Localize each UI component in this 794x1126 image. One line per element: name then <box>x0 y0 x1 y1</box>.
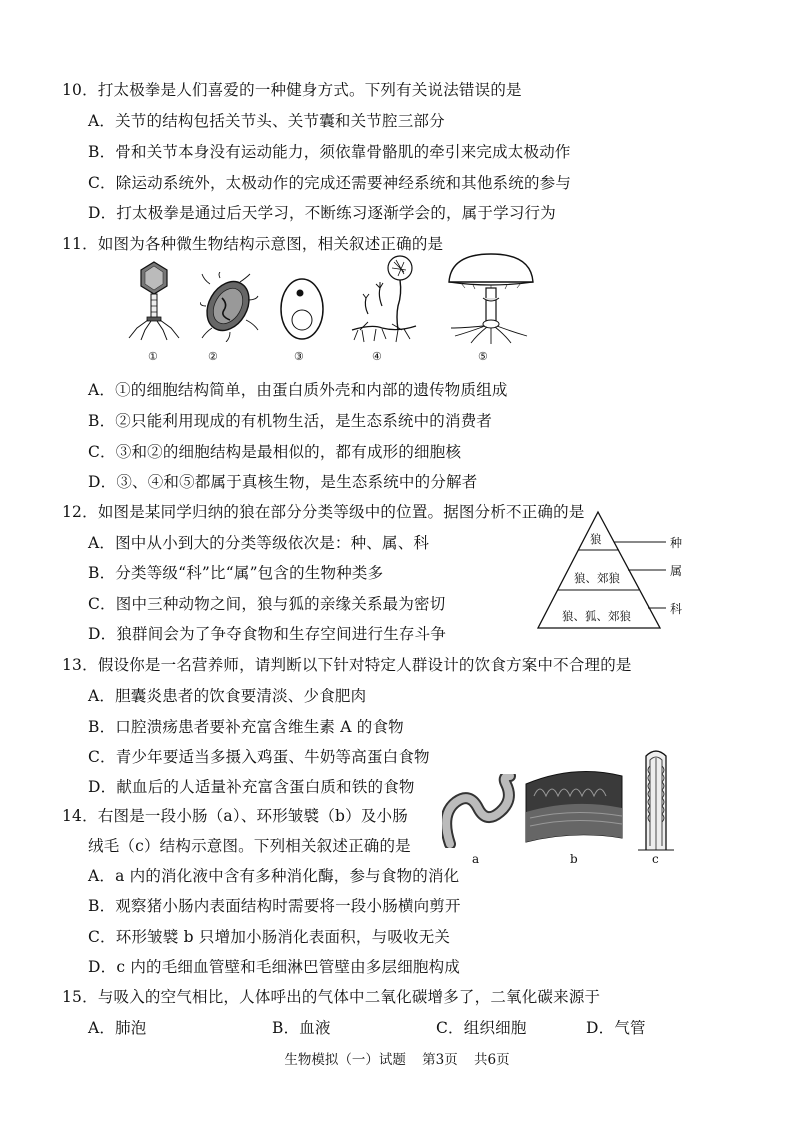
figure-label-3: ③ <box>294 350 304 363</box>
q12-option-d: D．狼群间会为了争夺食物和生存空间进行生存斗争 <box>88 625 447 643</box>
q15-option-d: D．气管 <box>586 1019 646 1037</box>
q15-option-c: C．组织细胞 <box>436 1019 527 1037</box>
figure-label-b: b <box>570 852 578 866</box>
figure-label-c: c <box>652 852 659 866</box>
mushroom-illustration <box>443 252 539 348</box>
q13-option-a: A．胆囊炎患者的饮食要清淡、少食肥肉 <box>88 687 367 705</box>
q14-option-d: D．c 内的毛细血管壁和毛细淋巴管壁由多层细胞构成 <box>88 958 461 976</box>
figure-label-5: ⑤ <box>478 350 488 363</box>
bacteriophage-illustration <box>123 260 185 342</box>
mold-illustration <box>348 252 420 348</box>
figure-label-4: ④ <box>372 350 382 363</box>
q12-option-b: B．分类等级“科”比“属”包含的生物种类多 <box>88 564 384 582</box>
figure-label-a: a <box>472 852 480 866</box>
q13-option-d: D．献血后的人适量补充富含蛋白质和铁的食物 <box>88 778 415 796</box>
q14-stem-line2: 绒毛（c）结构示意图。下列相关叙述正确的是 <box>88 837 411 855</box>
q11-option-a: A．①的细胞结构简单，由蛋白质外壳和内部的遗传物质组成 <box>88 381 508 399</box>
q15-option-b: B．血液 <box>272 1019 331 1037</box>
q10-option-b: B．骨和关节本身没有运动能力，须依靠骨骼肌的牵引来完成太极动作 <box>88 143 571 161</box>
footer-title: 生物模拟（一）试题 <box>284 1052 406 1068</box>
q11-option-c: C．③和②的细胞结构是最相似的，都有成形的细胞核 <box>88 443 462 461</box>
q13-option-c: C．青少年要适当多摄入鸡蛋、牛奶等高蛋白食物 <box>88 748 430 766</box>
q14-option-a: A．a 内的消化液中含有多种消化酶，参与食物的消化 <box>88 867 460 885</box>
pyramid-rank-family: 科 <box>670 602 683 616</box>
pyramid-tier-species: 狼 <box>590 532 602 546</box>
q15-stem: 15．与吸入的空气相比，人体呼出的气体中二氧化碳增多了，二氧化碳来源于 <box>62 988 601 1006</box>
microorganism-figure <box>118 252 548 370</box>
q14-stem-line1: 14．右图是一段小肠（a）、环形皱襞（b）及小肠 <box>62 807 408 825</box>
figure-label-2: ② <box>208 350 218 363</box>
q10-stem: 10．打太极拳是人们喜爱的一种健身方式。下列有关说法错误的是 <box>62 81 522 99</box>
figure-label-1: ① <box>148 350 158 363</box>
footer-total-pages: 共6页 <box>474 1052 510 1068</box>
q12-option-a: A．图中从小到大的分类等级依次是：种、属、科 <box>88 534 430 552</box>
q11-option-b: B．②只能利用现成的有机物生活，是生态系统中的消费者 <box>88 412 493 430</box>
pyramid-rank-genus: 属 <box>670 564 683 578</box>
q15-option-a: A．肺泡 <box>88 1019 147 1037</box>
q14-option-b: B．观察猪小肠内表面结构时需要将一段小肠横向剪开 <box>88 897 461 915</box>
villus-illustration <box>638 746 674 854</box>
yeast-cell-illustration <box>278 276 326 342</box>
pyramid-rank-species: 种 <box>670 536 683 550</box>
q13-stem: 13．假设你是一名营养师，请判断以下针对特定人群设计的饮食方案中不合理的是 <box>62 656 632 674</box>
q12-stem: 12．如图是某同学归纳的狼在部分分类等级中的位置。据图分析不正确的是 <box>62 503 585 521</box>
footer-page-number: 第3页 <box>422 1052 458 1068</box>
pyramid-tier-family: 狼、狐、郊狼 <box>562 609 631 623</box>
q11-option-d: D．③、④和⑤都属于真核生物，是生态系统中的分解者 <box>88 473 478 491</box>
bacterium-illustration <box>200 272 260 342</box>
intestine-segment-illustration <box>442 774 518 848</box>
q11-stem: 11．如图为各种微生物结构示意图，相关叙述正确的是 <box>62 235 444 253</box>
q13-option-b: B．口腔溃疡患者要补充富含维生素 A 的食物 <box>88 718 404 736</box>
q10-option-c: C．除运动系统外，太极动作的完成还需要神经系统和其他系统的参与 <box>88 174 572 192</box>
circular-fold-illustration <box>522 766 626 846</box>
q10-option-d: D．打太极拳是通过后天学习，不断练习逐渐学会的，属于学习行为 <box>88 204 556 222</box>
classification-pyramid <box>536 508 696 632</box>
pyramid-tier-genus: 狼、郊狼 <box>574 571 620 585</box>
q10-option-a: A．关节的结构包括关节头、关节囊和关节腔三部分 <box>88 112 445 130</box>
page-footer <box>0 1048 794 1068</box>
q14-option-c: C．环形皱襞 b 只增加小肠消化表面积，与吸收无关 <box>88 928 451 946</box>
q12-option-c: C．图中三种动物之间，狼与狐的亲缘关系最为密切 <box>88 595 446 613</box>
small-intestine-figure <box>442 746 692 868</box>
